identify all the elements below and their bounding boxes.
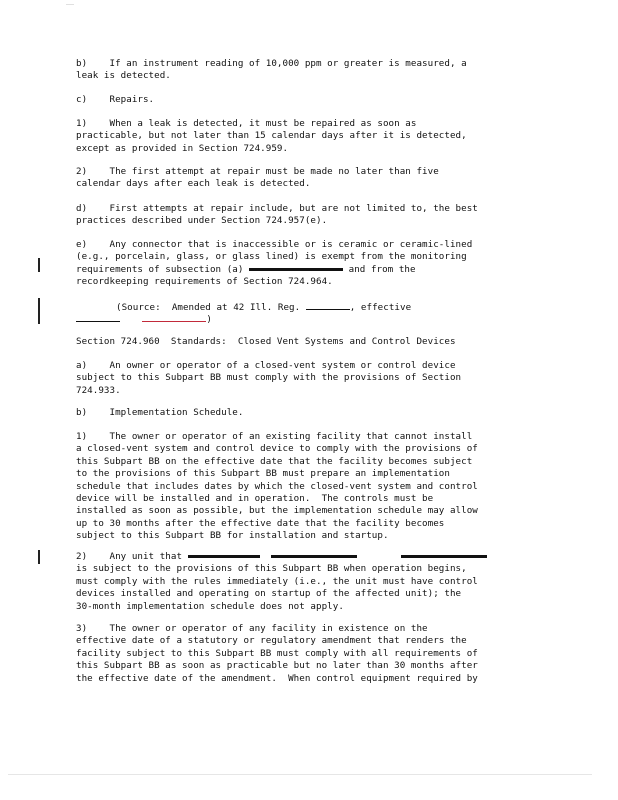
paragraph-b-instrument: b) If an instrument reading of 10,000 ppm or greater is measured, a leak is detected. (76, 58, 467, 82)
source-note-c: ) (206, 314, 212, 325)
source-note-a: (Source: Amended at 42 Ill. Reg. (116, 302, 306, 313)
strikeout-redaction (271, 555, 357, 558)
paragraph-c1: 1) When a leak is detected, it must be repaired as soon as practicable, but not later than 15 calendar days after it is detected, except as provided in Section 724.959. (76, 118, 467, 154)
change-bar (38, 298, 40, 324)
e-line-1: e) Any connector that is inaccessible or is ceramic or ceramic-lined (76, 239, 473, 250)
strikeout-redaction (401, 555, 487, 558)
paragraph-b3: 3) The owner or operator of any facility in existence on the effective date of a statutory or regulatory amendment that renders the facility subject to this Subpart BB must comply with all requirements of this Subpart BB as soon as practicable but no later than 30 months after the effective date of the amendment. When control equipment required by (76, 623, 478, 684)
b2-rest: is subject to the provisions of this Subpart BB when operation begins, must comply with the rules immediately (i.e., the unit must have control devices installed and operating on startup of the affected unit); the 30-month implementation schedule does not apply. (76, 563, 478, 612)
paragraph-e (76, 239, 546, 289)
paragraph-c2: 2) The first attempt at repair must be made no later than five calendar days after each leak is detected. (76, 166, 439, 190)
blank-line (306, 300, 350, 310)
e-line-3b: and from the (343, 263, 416, 275)
paragraph-c-repairs: c) Repairs. (76, 94, 155, 105)
section-heading: Section 724.960 Standards: Closed Vent Systems and Control Devices (76, 336, 456, 347)
change-bar (38, 550, 40, 564)
paragraph-a: a) An owner or operator of a closed-vent system or control device subject to this Subpart BB must comply with the provisions of Section 724.933. (76, 360, 462, 396)
scan-artifact (66, 4, 74, 5)
change-bar (38, 258, 40, 272)
source-note-line2 (76, 312, 546, 326)
b2-line-1: 2) Any unit that (76, 551, 188, 562)
paragraph-d: d) First attempts at repair include, but are not limited to, the best practices described under Section 724.957(e). (76, 203, 478, 227)
e-line-4: recordkeeping requirements of Section 724.964. (76, 276, 333, 288)
paragraph-b1: 1) The owner or operator of an existing facility that cannot install a closed-vent system and control device to comply with the provisions of this Subpart BB on the effective date that the facility becomes subject to the provisions of this Subpart BB must prepare an implementation schedule that includes dates by which the closed-vent system and control device will be installed and in operation. The controls must be installed as soon as possible, but the implementation schedule may allow up to 30 months after the effective date that the facility becomes subject to this Subpart BB for installation and startup. (76, 431, 478, 542)
e-line-3a: requirements of subsection (a) (76, 263, 250, 275)
red-blank-line (142, 312, 168, 322)
blank-line (76, 312, 120, 322)
strikeout-redaction (249, 268, 343, 271)
paragraph-b-implementation: b) Implementation Schedule. (76, 407, 244, 418)
page-bottom-rule (8, 774, 592, 775)
paragraph-b2 (76, 551, 546, 613)
e-line-2: (e.g., porcelain, glass, or glass lined) is exempt from the monitoring (76, 251, 467, 263)
strikeout-redaction (188, 555, 260, 558)
source-note-b: , effective (349, 302, 412, 313)
red-blank-line (168, 312, 206, 322)
